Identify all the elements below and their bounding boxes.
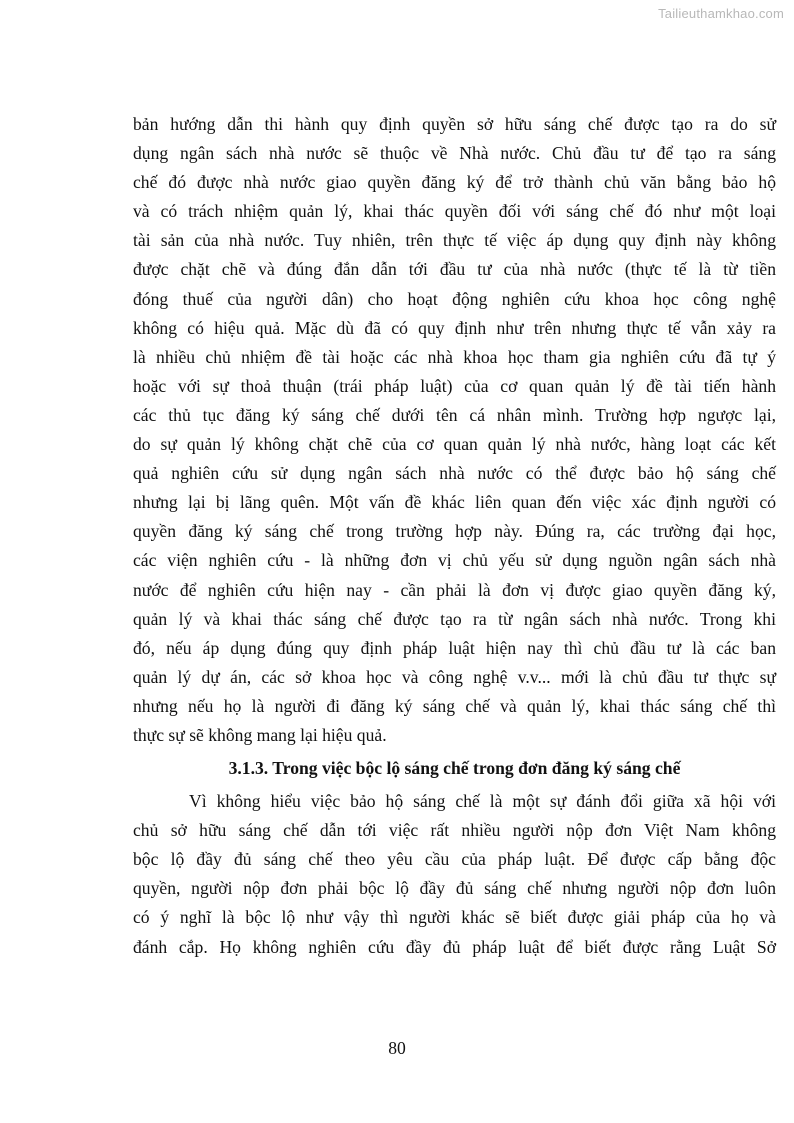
text-line: quản lý và khai thác sáng chế được tạo ra từ ngân sách nhà nước. Trong khi (133, 608, 776, 629)
text-line: bộc lộ đầy đủ sáng chế theo yêu cầu của pháp luật. Để được cấp bằng độc (133, 849, 776, 870)
text-line: có ý nghĩ là bộc lộ như vậy thì người khác sẽ biết được giải pháp của họ và (133, 907, 776, 928)
text-line: do sự quản lý không chặt chẽ của cơ quan quản lý nhà nước, hàng loạt các kết (133, 434, 776, 455)
paragraph-1 (133, 110, 776, 750)
text-line: nhưng lại bị lãng quên. Một vấn đề khác liên quan đến việc xác định người có (133, 492, 776, 513)
text-line: đánh cắp. Họ không nghiên cứu đầy đủ pháp luật để biết được rằng Luật Sở (133, 936, 776, 957)
text-line: chủ sở hữu sáng chế dẫn tới việc rất nhiều người nộp đơn Việt Nam không (133, 820, 776, 841)
text-line: đóng thuế của người dân) cho hoạt động nghiên cứu khoa học công nghệ (133, 288, 776, 309)
paragraph-2 (133, 787, 776, 962)
watermark: Tailieuthamkhao.com (658, 6, 784, 21)
text-line: không có hiệu quả. Mặc dù đã có quy định như trên nhưng thực tế vẫn xảy ra (133, 317, 776, 338)
text-line: quyền đăng ký sáng chế trong trường hợp này. Đúng ra, các trường đại học, (133, 521, 776, 542)
text-line: dụng ngân sách nhà nước sẽ thuộc về Nhà nước. Chủ đầu tư để tạo ra sáng (133, 143, 776, 164)
text-line: được chặt chẽ và đúng đắn dẫn tới đầu tư của nhà nước (thực tế là từ tiền (133, 259, 776, 280)
text-line: chế đó được nhà nước giao quyền đăng ký để trở thành chủ văn bằng bảo hộ (133, 172, 776, 193)
text-line: Vì không hiểu việc bảo hộ sáng chế là một sự đánh đổi giữa xã hội với (189, 791, 776, 812)
text-line: quả nghiên cứu sử dụng ngân sách nhà nước có thể được bảo hộ sáng chế (133, 463, 776, 484)
page-number: 80 (388, 1038, 406, 1058)
text-line: quyền, người nộp đơn phải bộc lộ đầy đủ sáng chế nhưng người nộp đơn luôn (133, 878, 776, 899)
text-line: đó, nếu áp dụng đúng quy định pháp luật hiện nay thì chủ đầu tư là các ban (133, 637, 776, 658)
text-line: là nhiều chủ nhiệm đề tài hoặc các nhà khoa học tham gia nghiên cứu đã tự ý (133, 346, 776, 367)
text-line: và có trách nhiệm quản lý, khai thác quyền đối với sáng chế đó như một loại (133, 201, 776, 222)
text-line: tài sản của nhà nước. Tuy nhiên, trên thực tế việc áp dụng quy định này không (133, 230, 776, 251)
text-line: nhưng nếu họ là người đi đăng ký sáng chế và quản lý, khai thác sáng chế thì (133, 695, 776, 716)
text-line: nước để nghiên cứu hiện nay - cần phải là đơn vị được giao quyền đăng ký, (133, 579, 776, 600)
text-line: hoặc với sự thoả thuận (trái pháp luật) của cơ quan quản lý đề tài tiến hành (133, 375, 776, 396)
document-page (133, 110, 776, 962)
text-line: các thủ tục đăng ký sáng chế dưới tên cá nhân mình. Trường hợp ngược lại, (133, 404, 776, 425)
text-line: bản hướng dẫn thi hành quy định quyền sở hữu sáng chế được tạo ra do sử (133, 114, 776, 134)
text-line: các viện nghiên cứu - là những đơn vị chủ yếu sử dụng nguồn ngân sách nhà (133, 550, 776, 571)
text-line: thực sự sẽ không mang lại hiệu quả. (133, 724, 387, 745)
text-line: quản lý dự án, các sở khoa học và công nghệ v.v... mới là chủ đầu tư thực sự (133, 666, 776, 687)
section-heading: 3.1.3. Trong việc bộc lộ sáng chế trong đơn đăng ký sáng chế (228, 758, 681, 779)
